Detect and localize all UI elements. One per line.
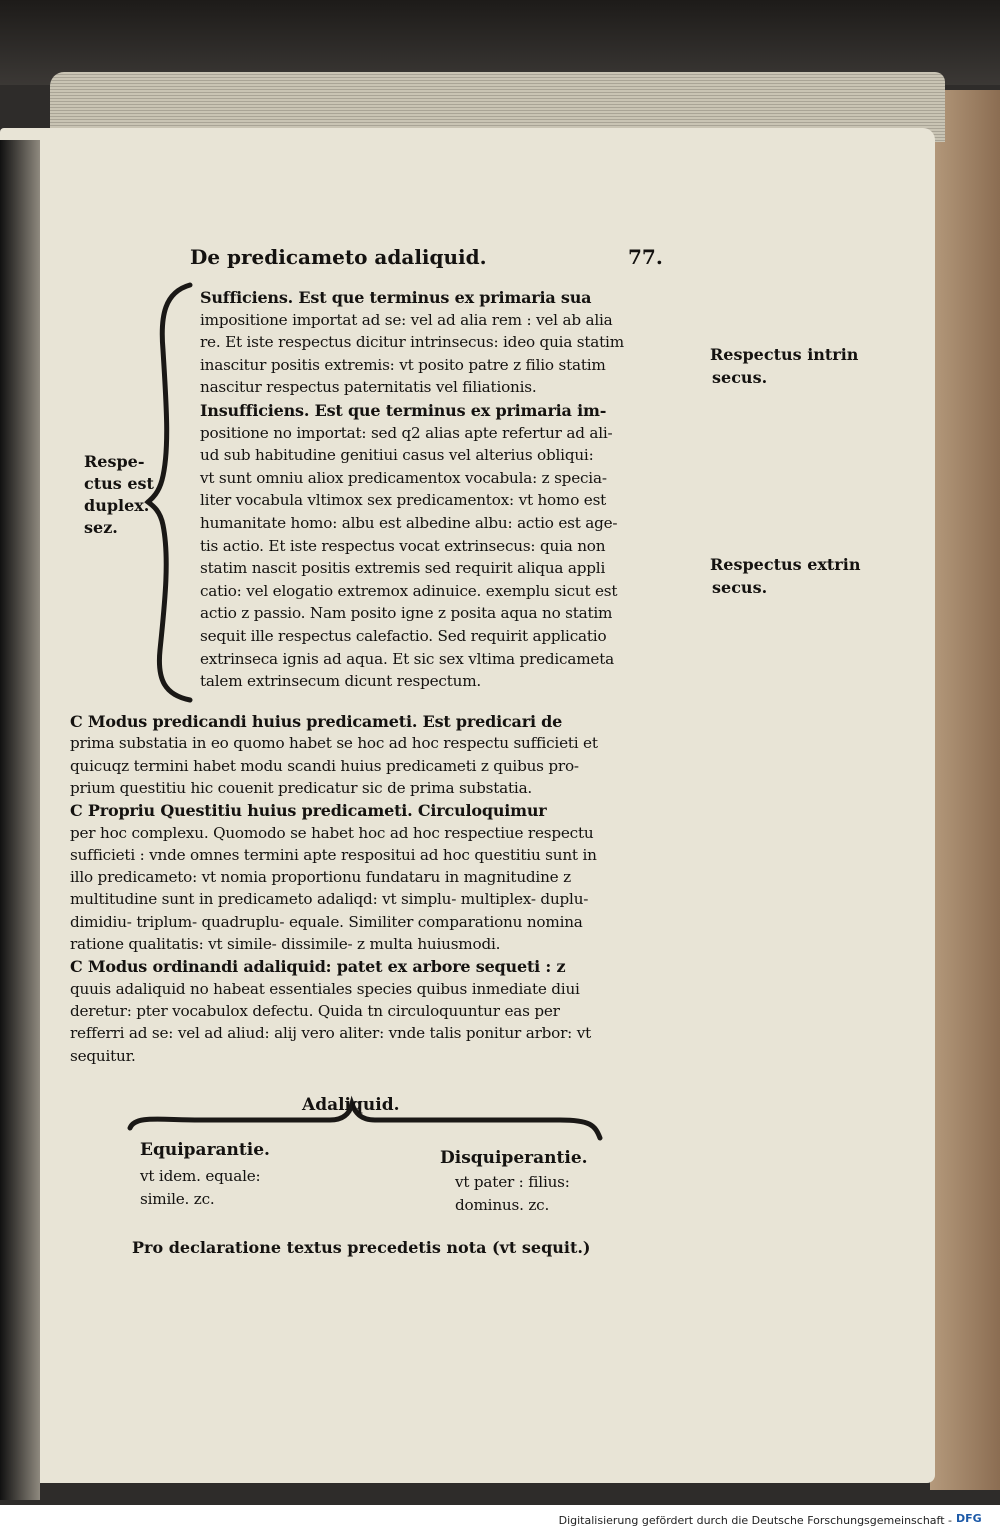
text-line: inascitur positis extremis: vt posito patre z filio statim [200, 355, 606, 374]
margin-note-left: Respe- [84, 452, 145, 471]
margin-note-left: sez. [84, 518, 118, 537]
footer-bar [0, 1505, 1000, 1535]
margin-note-right: Respectus extrin [710, 555, 861, 574]
text-line: illo predicameto: vt nomia proportionu fundataru in magnitudine z [70, 868, 571, 887]
tree-left-heading: Equiparantie. [140, 1140, 270, 1160]
text-line: ratione qualitatis: vt simile- dissimile- z multa huiusmodi. [70, 935, 501, 953]
text-line: actio z passio. Nam posito igne z posita aqua no statim [200, 604, 613, 623]
margin-note-right: secus. [712, 578, 768, 597]
text-line: sequitur. [70, 1046, 136, 1065]
margin-note-left: duplex. [84, 496, 150, 515]
tree-right-heading: Disquiperantie. [440, 1148, 588, 1168]
text-line: refferri ad se: vel ad aliud: alij vero aliter: vnde talis ponitur arbor: vt [70, 1024, 591, 1043]
text-line: catio: vel elogatio extremox adinuice. exemplu sicut est [200, 581, 618, 600]
text-line: quicuqz termini habet modu scandi huius predicameti z quibus pro- [70, 756, 579, 775]
text-line: re. Et iste respectus dicitur intrinsecus: ideo quia statim [200, 333, 624, 352]
text-line: Sufficiens. Est que terminus ex primaria sua [200, 288, 592, 307]
margin-note-right: secus. [712, 368, 768, 387]
text-line: prium questitiu hic couenit predicatur sic de prima substatia. [70, 778, 533, 797]
tree-right-line: vt pater : filius: [455, 1173, 570, 1191]
text-line: tis actio. Et iste respectus vocat extrinsecus: quia non [200, 536, 606, 555]
closing-line: Pro declaratione textus precedetis nota (vt sequit.) [132, 1238, 591, 1257]
footer-credit: Digitalisierung gefördert durch die Deutsche Forschungsgemeinschaft - [558, 1514, 952, 1527]
text-line: multitudine sunt in predicameto adaliqd: vt simplu- multiplex- duplu- [70, 890, 589, 909]
text-line: impositione importat ad se: vel ad alia rem : vel ab alia [200, 310, 613, 329]
text-line: sequit ille respectus calefactio. Sed requirit applicatio [200, 627, 607, 645]
text-line: ud sub habitudine genitiui casus vel alterius obliqui: [200, 446, 594, 465]
text-line: C Propriu Questitiu huius predicameti. Circuloquimur [70, 801, 547, 821]
text-line: quuis adaliquid no habeat essentiales species quibus inmediate diui [70, 979, 580, 998]
text-line: sufficieti : vnde omnes termini apte respositui ad hoc questitiu sunt in [70, 845, 597, 864]
tree-left-line: vt idem. equale: [140, 1167, 261, 1185]
tree-left-line: simile. zc. [140, 1190, 215, 1208]
text-line: prima substatia in eo quomo habet se hoc ad hoc respectu sufficieti et [70, 734, 598, 753]
text-line: humanitate homo: albu est albedine albu: actio est age- [200, 514, 618, 532]
text-line: statim nascit positis extremis sed requirit aliqua appli [200, 559, 606, 578]
text-line: C Modus ordinandi adaliquid: patet ex arbore sequeti : z [70, 957, 566, 977]
margin-note-left: ctus est [84, 474, 154, 493]
text-line: positione no importat: sed q2 alias apte refertur ad ali- [200, 423, 613, 442]
tree-right-line: dominus. zc. [455, 1196, 550, 1214]
text-line: liter vocabula vltimox sex predicamentox: vt homo est [200, 491, 607, 510]
tree-root: Adaliquid. [302, 1095, 400, 1115]
margin-note-right: Respectus intrin [710, 345, 859, 364]
running-head: De predicameto adaliquid. [190, 245, 487, 269]
text-line: extrinseca ignis ad aqua. Et sic sex vltima predicameta [200, 649, 614, 668]
text-line: C Modus predicandi huius predicameti. Est predicari de [70, 712, 563, 731]
text-line: talem extrinsecum dicunt respectum. [200, 672, 482, 691]
text-line: nascitur respectus paternitatis vel filiationis. [200, 378, 537, 397]
dfg-logo: DFG [956, 1512, 982, 1525]
text-line: dimidiu- triplum- quadruplu- equale. Similiter comparationu nomina [70, 912, 583, 931]
text-line: deretur: pter vocabulox defectu. Quida tn circuloquuntur eas per [70, 1001, 560, 1020]
text-line: Insufficiens. Est que terminus ex primaria im- [200, 401, 607, 420]
text-line: vt sunt omniu aliox predicamentox vocabula: z specia- [200, 468, 607, 487]
folio-number: 77. [628, 245, 663, 269]
text-line: per hoc complexu. Quomodo se habet hoc ad hoc respectiue respectu [70, 823, 594, 842]
